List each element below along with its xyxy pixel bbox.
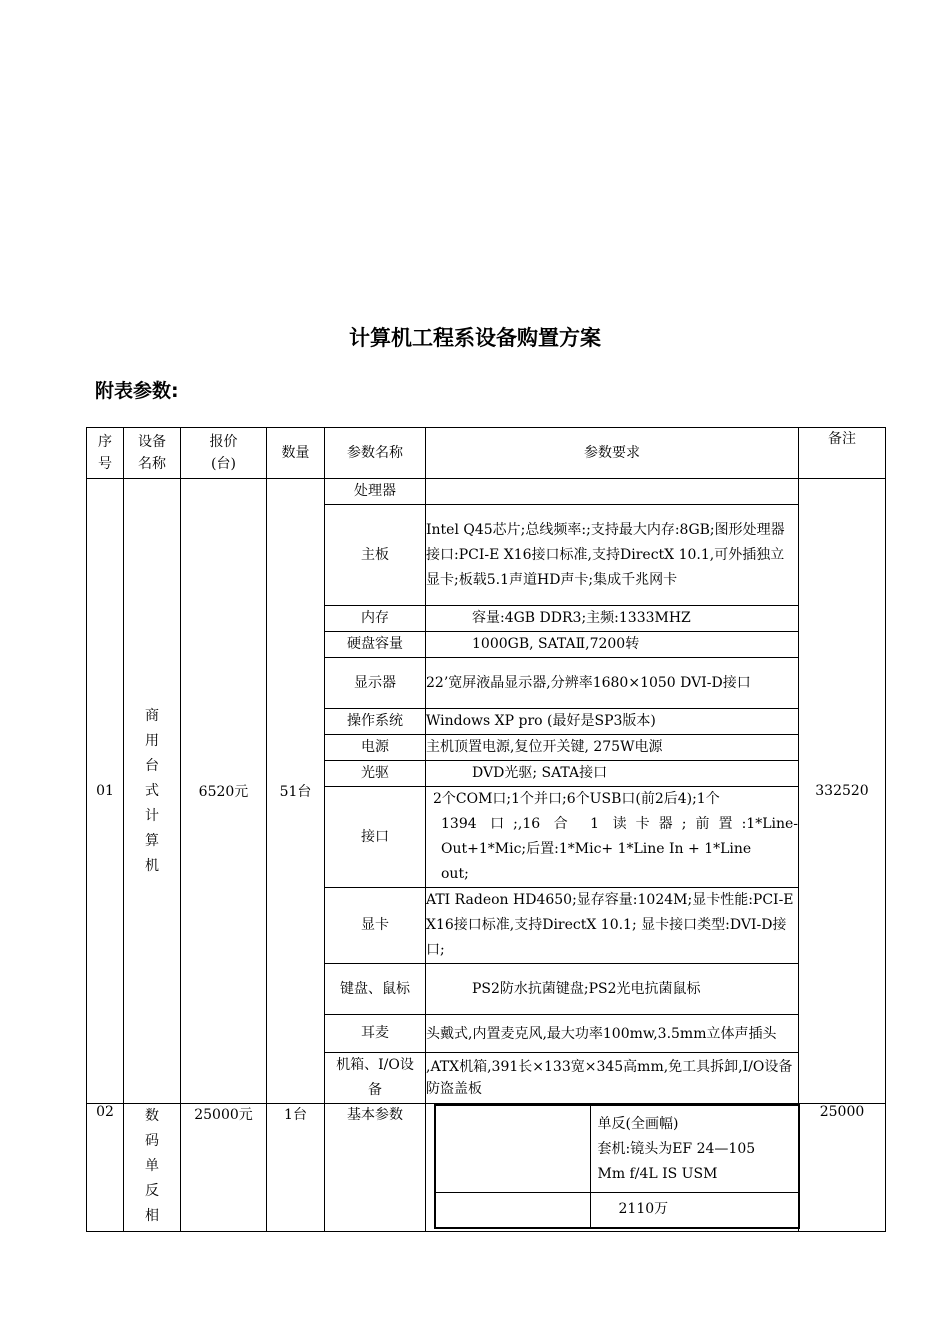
param-requirement <box>426 479 799 505</box>
item1-device-name: 商 用 台 式 计 算 机 <box>124 479 181 1104</box>
param-requirement: DVD光驱; SATA接口 <box>426 761 799 787</box>
item2-param-requirement <box>426 1104 799 1232</box>
param-requirement: 2个COM口;1个并口;6个USB口(前2后4);1个 1394 口;,16 合 1 读卡器;前置:1*Line- Out+1*Mic;后置:1*Mic+ 1*Line In + 1*Line out; <box>426 787 799 888</box>
param-name: 内存 <box>325 606 426 632</box>
param-name: 处理器 <box>325 479 426 505</box>
param-name: 接口 <box>325 787 426 888</box>
header-device-name: 设备 名称 <box>124 428 181 479</box>
param-name: 键盘、鼠标 <box>325 964 426 1015</box>
appendix-heading: 附表参数: <box>95 380 179 402</box>
item2-price: 25000元 <box>181 1104 267 1232</box>
table-row <box>87 479 886 505</box>
subtable-row <box>435 1105 799 1192</box>
subtable-row <box>435 1192 799 1228</box>
header-price: 报价 (台) <box>181 428 267 479</box>
item1-price: 6520元 <box>181 479 267 1104</box>
param-requirement: PS2防水抗菌键盘;PS2光电抗菌鼠标 <box>426 964 799 1015</box>
param-requirement: ,ATX机箱,391长×133宽×345高mm,免工具拆卸,I/O设备防盗盖板 <box>426 1053 799 1104</box>
subtable-cell: 2110万 <box>590 1192 799 1228</box>
item1-seq: 01 <box>87 479 124 1104</box>
equipment-table <box>86 427 886 1232</box>
item2-seq: 02 <box>87 1104 124 1232</box>
header-param-requirement: 参数要求 <box>426 428 799 479</box>
param-requirement: 22’宽屏液晶显示器,分辨率1680×1050 DVI-D接口 <box>426 658 799 709</box>
param-requirement: 1000GB, SATAⅡ,7200转 <box>426 632 799 658</box>
param-requirement: Windows XP pro (最好是SP3版本) <box>426 709 799 735</box>
item2-note: 25000 <box>799 1104 886 1232</box>
header-note: 备注 <box>799 428 886 479</box>
item1-quantity: 51台 <box>267 479 325 1104</box>
header-param-name: 参数名称 <box>325 428 426 479</box>
param-requirement: Intel Q45芯片;总线频率:;支持最大内存:8GB;图形处理器接口:PCI-E X16接口标准,支持DirectX 10.1,可外插独立显卡;板载5.1声道HD声卡;集成千兆网卡 <box>426 505 799 606</box>
header-seq: 序 号 <box>87 428 124 479</box>
item2-device-name: 数 码 单 反 相 <box>124 1104 181 1232</box>
page-title: 计算机工程系设备购置方案 <box>349 326 601 350</box>
camera-spec-subtable <box>434 1104 800 1229</box>
param-requirement: 主机顶置电源,复位开关键, 275W电源 <box>426 735 799 761</box>
param-name: 机箱、I/O设备 <box>325 1053 426 1104</box>
param-name: 显示器 <box>325 658 426 709</box>
table-row <box>87 1104 886 1232</box>
param-name: 显卡 <box>325 888 426 964</box>
param-requirement: 容量:4GB DDR3;主频:1333MHZ <box>426 606 799 632</box>
param-name: 电源 <box>325 735 426 761</box>
item2-param-name: 基本参数 <box>325 1104 426 1232</box>
param-name: 操作系统 <box>325 709 426 735</box>
subtable-cell: 单反(全画幅) 套机:镜头为EF 24—105 Mm f/4L IS USM <box>590 1105 799 1192</box>
subtable-cell <box>435 1192 590 1228</box>
item1-note: 332520 <box>799 479 886 1104</box>
subtable-cell <box>435 1105 590 1192</box>
param-name: 硬盘容量 <box>325 632 426 658</box>
param-name: 光驱 <box>325 761 426 787</box>
param-requirement: 头戴式,内置麦克风,最大功率100mw,3.5mm立体声插头 <box>426 1015 799 1053</box>
item2-quantity: 1台 <box>267 1104 325 1232</box>
param-name: 主板 <box>325 505 426 606</box>
param-name: 耳麦 <box>325 1015 426 1053</box>
header-quantity: 数量 <box>267 428 325 479</box>
param-requirement: ATI Radeon HD4650;显存容量:1024M;显卡性能:PCI-E X16接口标准,支持DirectX 10.1; 显卡接口类型:DVI-D接口; <box>426 888 799 964</box>
table-header-row <box>87 428 886 479</box>
